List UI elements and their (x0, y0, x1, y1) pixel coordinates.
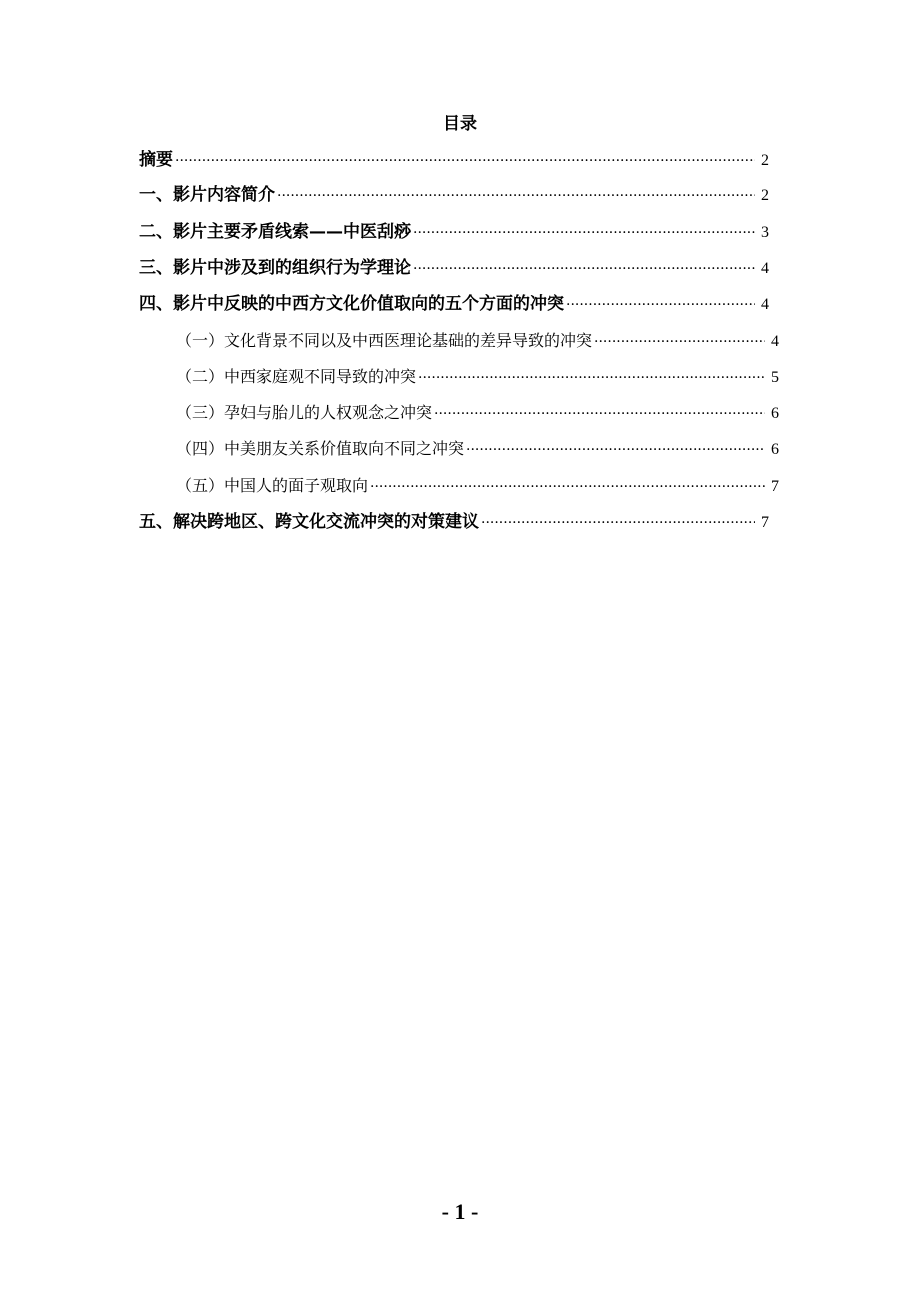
dot-leader (566, 292, 755, 318)
dot-leader (418, 365, 765, 391)
toc-entry-label: （一）文化背景不同以及中西医理论基础的差异导致的冲突 (176, 331, 593, 350)
toc-entry-label: 五、解决跨地区、跨文化交流冲突的对策建议 (139, 512, 479, 532)
toc-entry-page: 6 (771, 441, 779, 458)
dot-leader (370, 474, 765, 500)
toc-entry-section-1[interactable] (139, 182, 769, 208)
toc-entry-label: （四）中美朋友关系价值取向不同之冲突 (176, 439, 465, 458)
toc-entry-label: 摘要 (139, 150, 173, 170)
toc-entry-label: （二）中西家庭观不同导致的冲突 (176, 367, 417, 386)
toc-title: 目录 (443, 114, 477, 134)
toc-entry-section-4-5[interactable] (176, 473, 779, 499)
toc-entry-section-4[interactable] (139, 291, 769, 317)
toc-entry-page: 7 (761, 514, 769, 531)
toc-entry-section-3[interactable] (139, 255, 769, 281)
dot-leader (481, 510, 755, 536)
toc-entry-abstract[interactable] (139, 147, 769, 173)
toc-entry-section-5[interactable] (139, 509, 769, 535)
toc-entry-page: 7 (771, 478, 779, 495)
toc-entry-section-4-1[interactable] (176, 328, 779, 354)
dot-leader (277, 183, 755, 209)
dot-leader (413, 256, 755, 282)
toc-entry-label: 三、影片中涉及到的组织行为学理论 (139, 258, 411, 278)
toc-entry-page: 4 (761, 260, 769, 277)
toc-entry-label: 二、影片主要矛盾线索——中医刮痧 (139, 222, 411, 242)
toc-entry-section-2[interactable] (139, 219, 769, 245)
toc-entry-page: 4 (761, 296, 769, 313)
toc-entry-page: 2 (761, 187, 769, 204)
toc-entry-label: （五）中国人的面子观取向 (176, 476, 369, 495)
toc-entry-section-4-4[interactable] (176, 436, 779, 462)
dot-leader (594, 329, 765, 355)
page-number: - 1 - (441, 1199, 479, 1224)
toc-entry-page: 5 (771, 369, 779, 386)
toc-entry-page: 2 (761, 152, 769, 169)
dot-leader (466, 437, 765, 463)
toc-entry-page: 6 (771, 405, 779, 422)
dot-leader (413, 220, 755, 246)
toc-entry-page: 4 (771, 333, 779, 350)
toc-entry-label: （三）孕妇与胎儿的人权观念之冲突 (176, 403, 433, 422)
toc-entry-page: 3 (761, 224, 769, 241)
toc-entry-section-4-3[interactable] (176, 400, 779, 426)
toc-entry-label: 一、影片内容简介 (139, 185, 275, 205)
toc-entry-label: 四、影片中反映的中西方文化价值取向的五个方面的冲突 (139, 294, 564, 314)
toc-entry-section-4-2[interactable] (176, 364, 779, 390)
dot-leader (175, 148, 755, 174)
dot-leader (434, 401, 765, 427)
